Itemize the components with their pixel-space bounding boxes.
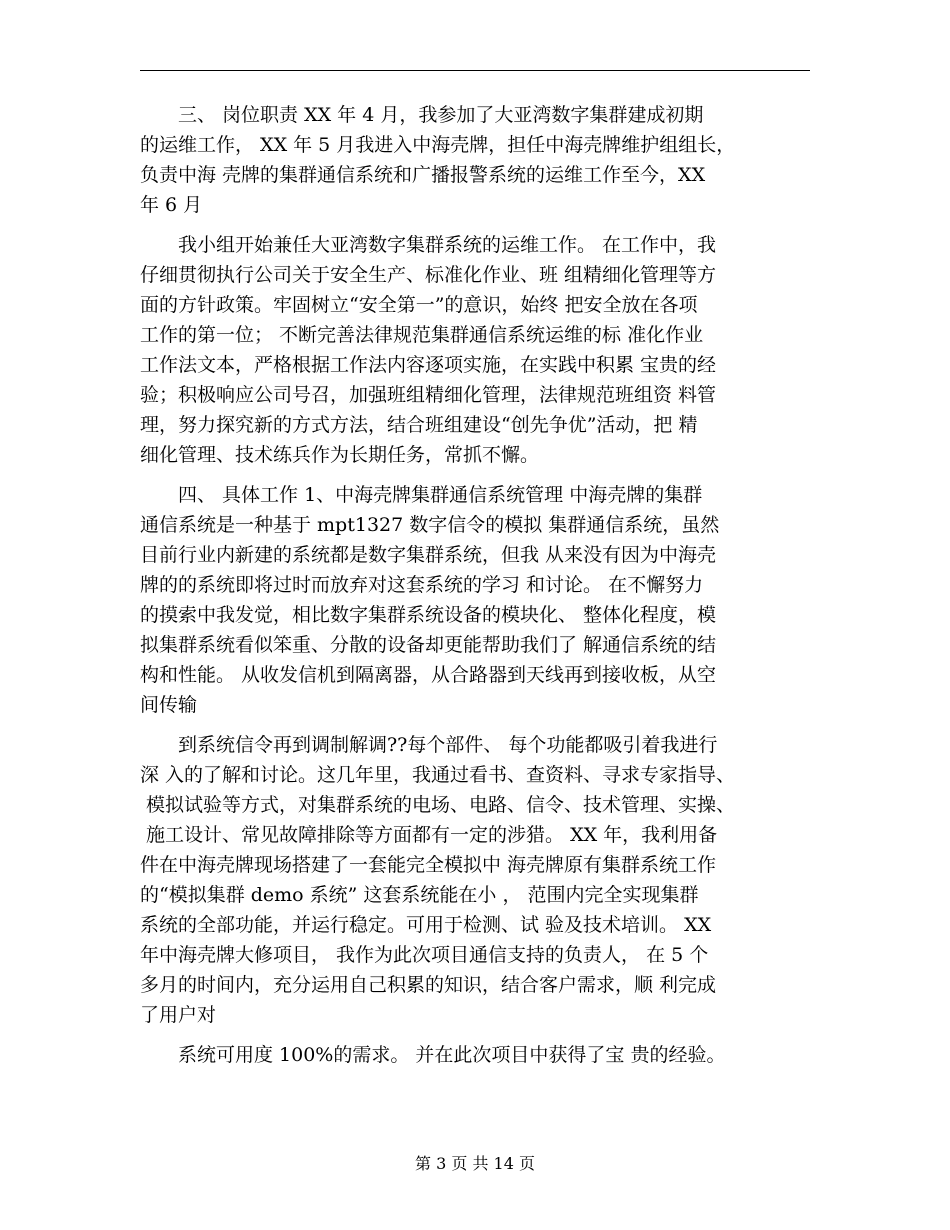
page-footer: 第 3 页 共 14 页 — [415, 1154, 535, 1173]
text-line: 系统的全部功能，并运行稳定。可用于检测、试 验及技术培训。 XX — [140, 914, 712, 936]
text-line: 多月的时间内，充分运用自己积累的知识，结合客户需求，顺 利完成 — [140, 974, 717, 996]
text-line: 面的方针政策。牢固树立“安全第一”的意识，始终 把安全放在各项 — [140, 294, 698, 316]
text-line: 的摸索中我发觉，相比数字集群系统设备的模块化、 整体化程度，模 — [140, 604, 717, 626]
text-line: 通信系统是一种基于 mpt1327 数字信令的模拟 集群通信系统，虽然 — [140, 514, 720, 536]
header-rule — [140, 70, 810, 71]
text-line: 目前行业内新建的系统都是数字集群系统，但我 从来没有因为中海壳 — [140, 544, 717, 566]
text-line: 系统可用度 100%的需求。 并在此次项目中获得了宝 贵的经验。 — [140, 1044, 726, 1066]
text-line: 到系统信令再到调制解调??每个部件、 每个功能都吸引着我进行 — [140, 734, 718, 756]
text-line: 我小组开始兼任大亚湾数字集群系统的运维工作。 在工作中，我 — [140, 234, 717, 256]
text-line: 拟集群系统看似笨重、分散的设备却更能帮助我们了 解通信系统的结 — [140, 634, 717, 656]
text-line: 负责中海 壳牌的集群通信系统和广播报警系统的运维工作至今，XX — [140, 164, 706, 186]
text-line: 工作法文本，严格根据工作法内容逐项实施，在实践中积累 宝贵的经 — [140, 354, 717, 376]
text-line: 牌的的系统即将过时而放弃对这套系统的学习 和讨论。 在不懈努力 — [140, 574, 704, 596]
text-line: 验；积极响应公司号召，加强班组精细化管理，法律规范班组资 料管 — [140, 384, 717, 406]
text-line: 三、 岗位职责 XX 年 4 月，我参加了大亚湾数字集群建成初期 — [140, 104, 704, 126]
text-line: 年 6 月 — [140, 194, 203, 216]
text-line: 的运维工作， XX 年 5 月我进入中海壳牌，担任中海壳牌维护组组长， — [140, 134, 736, 156]
text-line: 构和性能。 从收发信机到隔离器，从合路器到天线再到接收板，从空 — [140, 664, 717, 686]
text-line: 模拟试验等方式，对集群系统的电场、电路、信令、技术管理、实操、 — [140, 794, 736, 816]
text-line: 的“模拟集群 demo 系统” 这套系统能在小 ， 范围内完全实现集群 — [140, 884, 699, 906]
text-line: 了用户对 — [140, 1004, 217, 1026]
text-line: 年中海壳牌大修项目， 我作为此次项目通信支持的负责人， 在 5 个 — [140, 944, 709, 966]
text-line: 间传输 — [140, 694, 198, 716]
text-line: 仔细贯彻执行公司关于安全生产、标准化作业、班 组精细化管理等方 — [140, 264, 717, 286]
text-line: 件在中海壳牌现场搭建了一套能完全模拟中 海壳牌原有集群系统工作 — [140, 854, 717, 876]
text-line: 深 入的了解和讨论。这几年里，我通过看书、查资料、寻求专家指导、 — [140, 764, 736, 786]
text-line: 细化管理、技术练兵作为长期任务，常抓不懈。 — [140, 444, 540, 466]
text-line: 四、 具体工作 1、中海壳牌集群通信系统管理 中海壳牌的集群 — [140, 484, 703, 506]
text-line: 施工设计、常见故障排除等方面都有一定的涉猎。 XX 年，我利用备 — [140, 824, 718, 846]
text-line: 理，努力探究新的方式方法，结合班组建设“创先争优”活动，把 精 — [140, 414, 698, 436]
text-line: 工作的第一位； 不断完善法律规范集群通信系统运维的标 准化作业 — [140, 324, 704, 346]
